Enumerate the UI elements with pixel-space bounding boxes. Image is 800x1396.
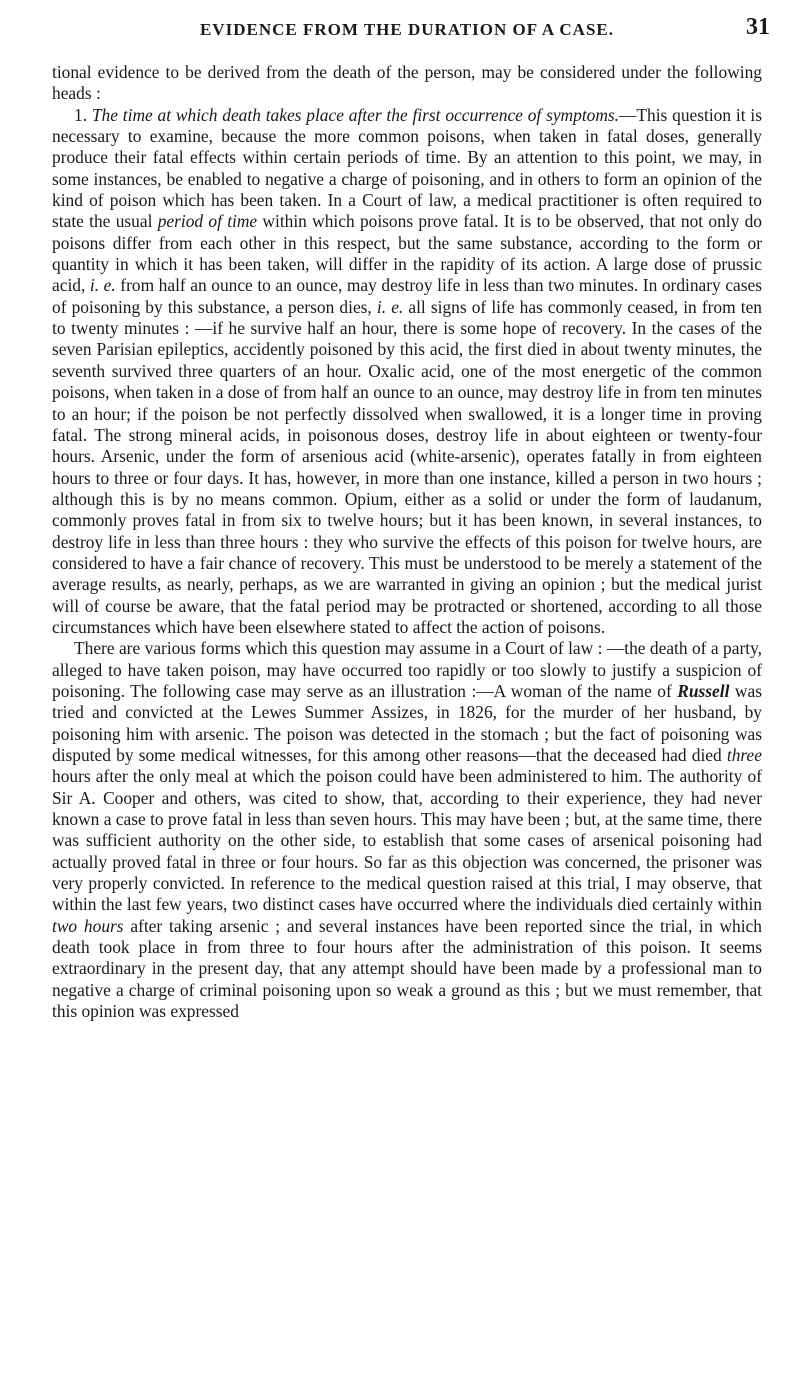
paragraph-continuation: tional evidence to be derived from the death of the person, may be considered under the following heads :: [52, 62, 762, 104]
point-heading: The time at which death takes place after the first occurrence of symptoms.: [91, 104, 620, 125]
page-header: [52, 14, 770, 62]
case-name: Russell: [677, 680, 730, 701]
paragraph-time-of-death: 1. The time at which death takes place after the first occurrence of symptoms.—This question it is necessary to examine, because the more common poisons, when taken in fatal doses, generally produce their fatal effects within certain periods of time. By an attention to this point, we may, in some instances, be enabled to negative a charge of poisoning, and in others to form an opinion of the kind of poison which has been taken. In a Court of law, a medical practitioner is often required to state the usual period of time within which poisons prove fatal. It is to be observed, that not only do poisons differ from each other in this respect, but the same substance, according to the form or quantity in which it has been taken, will differ in the rapidity of its action. A large dose of prussic acid, i. e. from half an ounce to an ounce, may destroy life in less than two minutes. In ordinary cases of poisoning by this substance, a person dies, i. e. all signs of life has commonly ceased, in from ten to twenty minutes : —if he survive half an hour, there is some hope of recovery. In the cases of the seven Parisian epileptics, accidently poisoned by this acid, the first died in about twenty minutes, the seventh survived three quarters of an hour. Oxalic acid, one of the most energetic of the common poisons, when taken in a dose of from half an ounce to an ounce, may destroy life in from ten minutes to an hour; if the poison be not perfectly dissolved when swallowed, it is a longer time in proving fatal. The strong mineral acids, in poisonous doses, destroy life in about eighteen or twenty-four hours. Arsenic, under the form of arsenious acid (white-arsenic), operates fatally in from eighteen hours to three or four days. It has, however, in more than one instance, killed a person in two hours ; although this is by no means common. Opium, either as a solid or under the form of laudanum, commonly proves fatal in from six to twelve hours; but it has been known, in several instances, to destroy life in less than three hours : they who survive the effects of this poison for twelve hours, are considered to have a fair chance of recovery. This must be understood to be merely a statement of the average results, as nearly, perhaps, as we are warranted in giving an opinion ; but the medical jurist will of course be aware, that the fatal period may be protracted or shortened, according to all those circumstances which have been elsewhere stated to affect the action of poisons.: [52, 104, 763, 637]
page-number: 31: [746, 14, 770, 40]
paragraph-russell-case: There are various forms which this question may assume in a Court of law : —the death of a party, alleged to have taken poison, may have occurred too rapidly or too slowly to justify a suspicion of poisoning. The following case may serve as an illustration :—A woman of the name of Russell was tried and convicted at the Lewes Summer Assizes, in 1826, for the murder of her husband, by poisoning him with arsenic. The poison was detected in the stomach ; but the fact of poisoning was disputed by some medical witnesses, for this among other reasons—that the deceased had died three hours after the only meal at which the poison could have been administered to him. The authority of Sir A. Cooper and others, was cited to show, that, according to their experience, they had never known a case to prove fatal in less than seven hours. This may have been ; but, at the same time, there was sufficient authority on the other side, to establish that some cases of arsenical poisoning had actually proved fatal in three or four hours. So far as this objection was concerned, the prisoner was very properly convicted. In reference to the medical question raised at this trial, I may observe, that within the last few years, two distinct cases have occurred where the individuals died certainly within two hours after taking arsenic ; and several instances have been reported since the trial, in which death took place in from three to four hours after the administration of this poison. It seems extraordinary in the present day, that any attempt should have been made by a professional man to negative a charge of criminal poisoning upon so weak a ground as this ; but we must remember, that this opinion was expressed: [52, 638, 762, 1022]
running-head: EVIDENCE FROM THE DURATION OF A CASE.: [199, 20, 615, 39]
book-page: [52, 14, 770, 1022]
point-number: 1.: [74, 104, 88, 125]
body-text: [52, 62, 762, 1022]
